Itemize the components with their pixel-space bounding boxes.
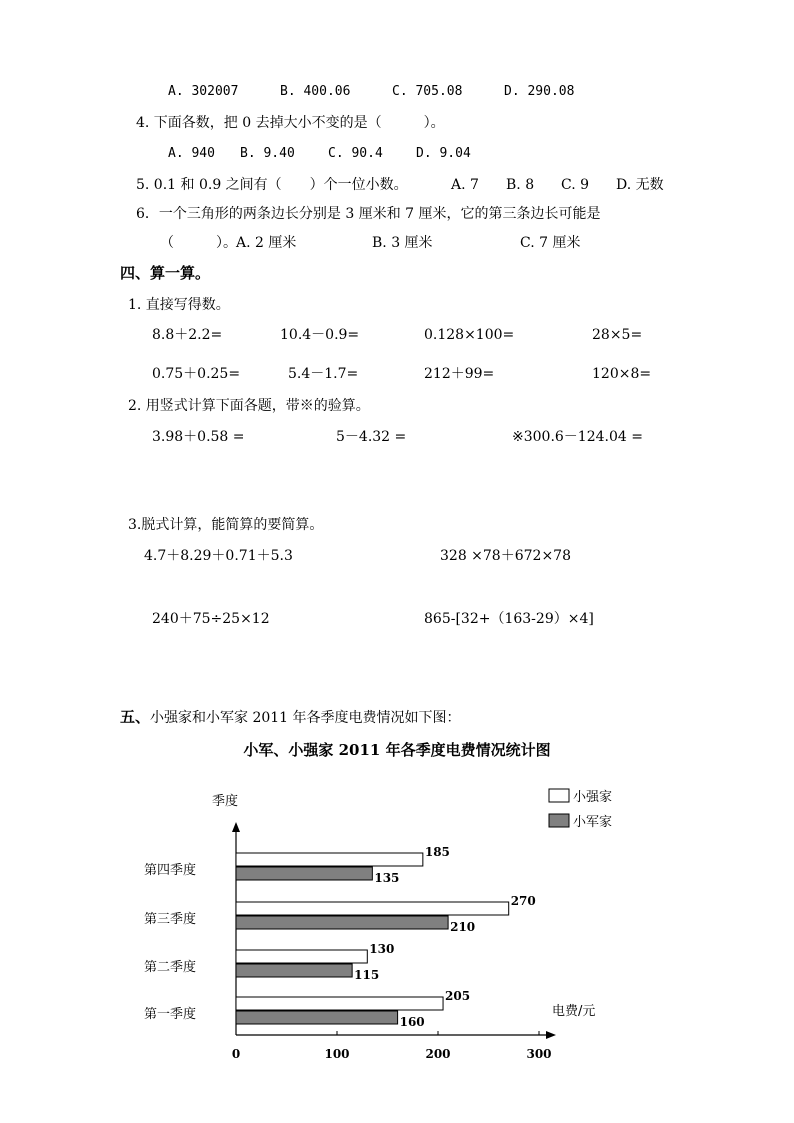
y-axis-label: 季度 xyxy=(212,794,239,809)
calc-1-1: 8.8＋2.2= xyxy=(152,327,223,343)
stepwise-calc-3: 240＋75÷25×12 xyxy=(152,611,270,627)
q6-stem-blank: （ ）。 xyxy=(160,235,237,251)
legend-label: 小强家 xyxy=(573,790,613,805)
stepwise-calc-1: 4.7＋8.29＋0.71＋5.3 xyxy=(144,548,293,564)
calc-2-3: 212＋99= xyxy=(424,366,495,382)
bar-xiaojun-q2 xyxy=(236,964,352,977)
legend-swatch xyxy=(549,789,569,802)
chart-legend xyxy=(549,789,612,830)
calc-1-2: 10.4－0.9= xyxy=(280,327,360,343)
vertical-calc-2: 5－4.32 = xyxy=(336,429,407,445)
x-axis-arrow xyxy=(546,1031,556,1039)
q4-stem: 4. 下面各数，把 0 去掉大小不变的是（ ）。 xyxy=(136,115,445,131)
data-label: 185 xyxy=(424,845,450,859)
chart-title: 小军、小强家 2011 年各季度电费情况统计图 xyxy=(243,741,551,759)
q3-option-d: D. 290.08 xyxy=(504,84,575,99)
calc-2-1: 0.75＋0.25= xyxy=(152,366,241,382)
q5-stem: 5. 0.1 和 0.9 之间有（ ）个一位小数。 xyxy=(136,177,408,193)
bar-xiaojun-q1 xyxy=(236,1011,398,1024)
x-axis-label: 电费/元 xyxy=(552,1004,596,1019)
section5-text: 小强家和小军家 2011 年各季度电费情况如下图： xyxy=(150,710,461,726)
data-label: 160 xyxy=(399,1015,425,1029)
q6-option-c: C. 7 厘米 xyxy=(520,235,581,251)
bar-xiaoqiang-q1 xyxy=(236,997,443,1010)
q4-option-a: A. 940 xyxy=(168,146,215,161)
data-label: 135 xyxy=(374,871,400,885)
data-label: 270 xyxy=(510,894,536,908)
bar-xiaojun-q3 xyxy=(236,916,448,929)
q6-option-a: A. 2 厘米 xyxy=(236,235,297,251)
q3-option-a: A. 302007 xyxy=(168,84,239,99)
bar-xiaojun-q4 xyxy=(236,867,372,880)
category-label: 第四季度 xyxy=(144,863,197,878)
stepwise-calc-2: 328 ×78＋672×78 xyxy=(440,548,571,564)
bar-xiaoqiang-q2 xyxy=(236,950,367,963)
x-tick-label: 300 xyxy=(526,1047,552,1061)
q5-option-a: A. 7 xyxy=(451,177,479,193)
category-label: 第二季度 xyxy=(144,960,197,975)
part3-title: 3.脱式计算，能简算的要简算。 xyxy=(128,517,324,533)
y-axis-arrow xyxy=(232,822,240,832)
q5-option-b: B. 8 xyxy=(506,177,535,193)
q3-option-c: C. 705.08 xyxy=(392,84,463,99)
x-tick-label: 100 xyxy=(324,1047,350,1061)
q6-option-b: B. 3 厘米 xyxy=(372,235,433,251)
q6-stem: 6．一个三角形的两条边长分别是 3 厘米和 7 厘米，它的第三条边长可能是 xyxy=(136,206,601,222)
section5-number: 五、 xyxy=(120,708,151,726)
calc-1-3: 0.128×100= xyxy=(424,327,515,343)
chart-bars xyxy=(236,845,536,1029)
bar-xiaoqiang-q3 xyxy=(236,902,509,915)
category-label: 第三季度 xyxy=(144,912,197,927)
category-label: 第一季度 xyxy=(144,1007,197,1022)
data-label: 115 xyxy=(354,968,380,982)
q5-option-c: C. 9 xyxy=(561,177,590,193)
data-label: 205 xyxy=(445,989,471,1003)
q4-option-d: D. 9.04 xyxy=(416,146,471,161)
vertical-calc-1: 3.98＋0.58 = xyxy=(152,429,245,445)
x-tick-label: 200 xyxy=(425,1047,451,1061)
q4-option-b: B. 9.40 xyxy=(240,146,295,161)
data-label: 210 xyxy=(450,920,476,934)
calc-2-4: 120×8= xyxy=(592,366,652,382)
bar-xiaoqiang-q4 xyxy=(236,853,423,866)
calc-2-2: 5.4－1.7= xyxy=(288,366,359,382)
legend-label: 小军家 xyxy=(573,815,613,830)
section4-title: 四、算一算。 xyxy=(120,264,211,282)
x-tick-label: 0 xyxy=(231,1047,241,1061)
q5-option-d: D. 无数 xyxy=(616,177,664,193)
category-labels xyxy=(144,862,196,1022)
q4-option-c: C. 90.4 xyxy=(328,146,383,161)
part1-title: 1. 直接写得数。 xyxy=(128,297,230,313)
q3-option-b: B. 400.06 xyxy=(280,84,351,99)
vertical-calc-3: ※300.6－124.04 = xyxy=(512,429,643,445)
calc-1-4: 28×5= xyxy=(592,327,643,343)
legend-swatch xyxy=(549,814,569,827)
data-label: 130 xyxy=(369,942,395,956)
stepwise-calc-4: 865-[32+（163-29）×4] xyxy=(424,611,594,627)
part2-title: 2. 用竖式计算下面各题，带※的验算。 xyxy=(128,398,370,414)
